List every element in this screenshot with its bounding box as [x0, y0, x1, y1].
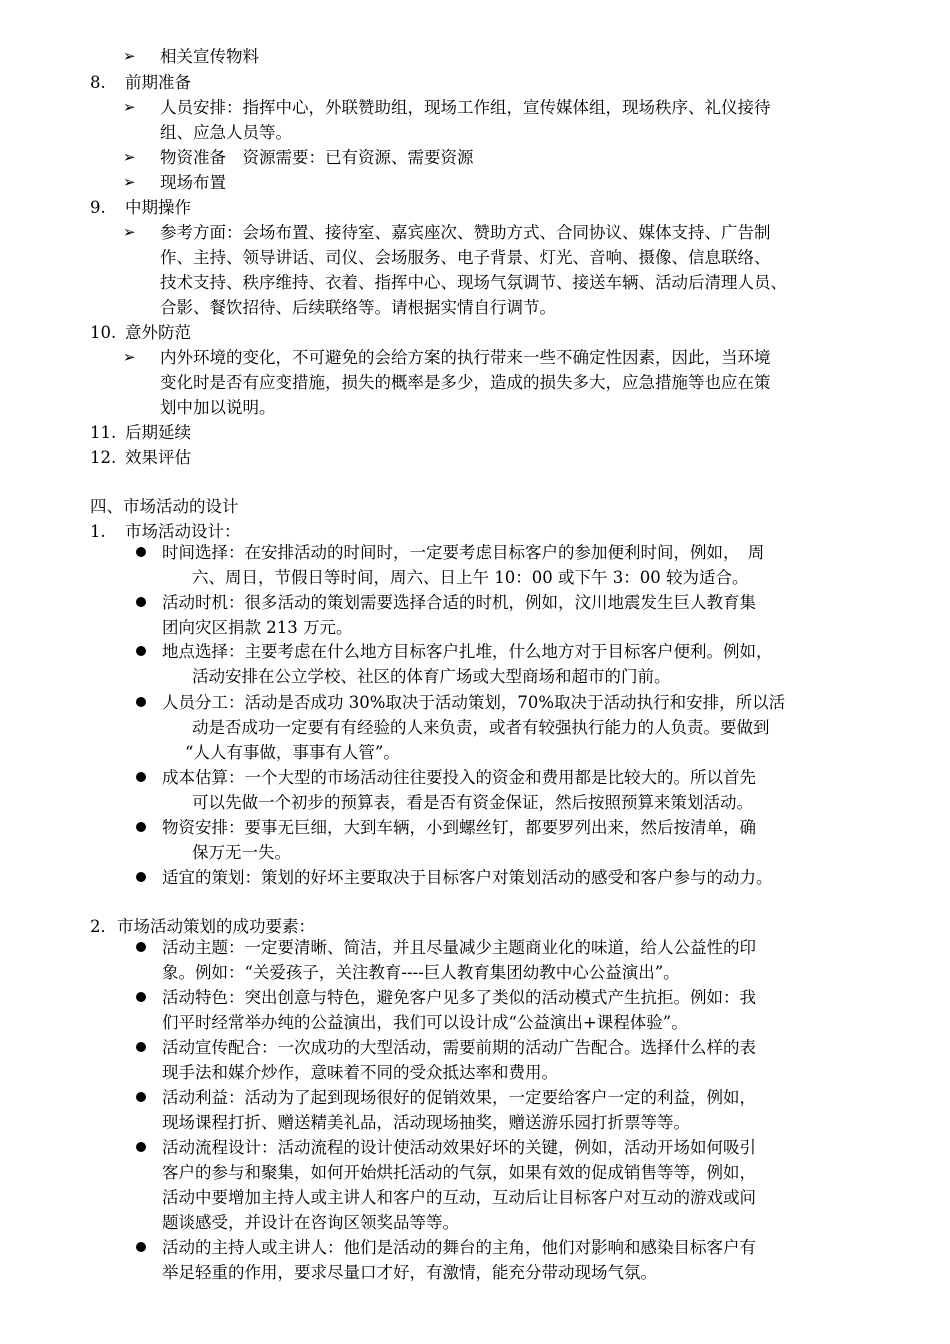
- list-number: 11.: [90, 423, 117, 442]
- list-item-continued: 象。例如：“关爱孩子，关注教育----巨人教育集团幼教中心公益演出”。: [162, 963, 680, 982]
- list-item-continued: 题谈感受，并设计在咨询区领奖品等等。: [162, 1213, 459, 1232]
- list-item: 物资安排：要事无巨细，大到车辆，小到螺丝钉，都要罗列出来，然后按清单，确: [162, 818, 756, 837]
- list-item-continued: 可以先做一个初步的预算表，看是否有资金保证，然后按照预算来策划活动。: [192, 793, 753, 812]
- dot-bullet-icon: [136, 772, 146, 782]
- list-item: 活动流程设计：活动流程的设计使活动效果好坏的关键，例如，活动开场如何吸引: [162, 1138, 756, 1157]
- arrow-bullet-icon: ➢: [123, 223, 136, 241]
- list-item: 相关宣传物料: [160, 47, 259, 66]
- list-item: 内外环境的变化，不可避免的会给方案的执行带来一些不确定性因素，因此，当环境: [160, 348, 771, 367]
- list-number: 9.: [90, 198, 106, 217]
- section-heading: 效果评估: [125, 448, 191, 467]
- list-number: 8.: [90, 73, 106, 92]
- arrow-bullet-icon: ➢: [123, 98, 136, 116]
- dot-bullet-icon: [136, 992, 146, 1002]
- list-item: 活动的主持人或主讲人：他们是活动的舞台的主角，他们对影响和感染目标客户有: [162, 1238, 756, 1257]
- list-item-continued: 们平时经常举办纯的公益演出，我们可以设计成“公益演出+课程体验”。: [162, 1013, 688, 1032]
- list-item: 活动主题：一定要清晰、简洁，并且尽量减少主题商业化的味道，给人公益性的印: [162, 938, 756, 957]
- dot-bullet-icon: [136, 1092, 146, 1102]
- dot-bullet-icon: [136, 1142, 146, 1152]
- list-item-continued: 现手法和媒介炒作，意味着不同的受众抵达率和费用。: [162, 1063, 558, 1082]
- arrow-bullet-icon: ➢: [123, 148, 136, 166]
- list-item: 人员分工：活动是否成功 30%取决于活动策划，70%取决于活动执行和安排，所以活: [162, 693, 786, 712]
- section-heading: 意外防范: [125, 323, 191, 342]
- section-heading: 中期操作: [125, 198, 191, 217]
- section-heading: 市场活动设计：: [125, 522, 241, 541]
- list-number: 1.: [90, 522, 106, 541]
- section-heading: 前期准备: [125, 73, 191, 92]
- section-heading: 后期延续: [125, 423, 191, 442]
- dot-bullet-icon: [136, 697, 146, 707]
- list-item-continued: 现场课程打折、赠送精美礼品，活动现场抽奖，赠送游乐园打折票等等。: [162, 1113, 690, 1132]
- list-item-continued: 保万无一失。: [192, 843, 291, 862]
- list-item-continued: 动是否成功一定要有有经验的人来负责，或者有较强执行能力的人负责。要做到: [192, 718, 770, 737]
- list-item: 时间选择：在安排活动的时间时，一定要考虑目标客户的参加便利时间，例如， 周: [162, 543, 765, 562]
- list-item-continued: 六、周日，节假日等时间，周六、日上午 10：00 或下午 3：00 较为适合。: [192, 568, 749, 587]
- list-item-continued: 变化时是否有应变措施，损失的概率是多少，造成的损失多大，应急措施等也应在策: [160, 373, 771, 392]
- dot-bullet-icon: [136, 597, 146, 607]
- dot-bullet-icon: [136, 822, 146, 832]
- list-number: 12.: [90, 448, 117, 467]
- list-item: 活动特色：突出创意与特色，避免客户见多了类似的活动模式产生抗拒。例如：我: [162, 988, 756, 1007]
- arrow-bullet-icon: ➢: [123, 47, 136, 65]
- list-item-continued: 活动安排在公立学校、社区的体育广场或大型商场和超市的门前。: [192, 667, 671, 686]
- list-item-continued: 作、主持、领导讲话、司仪、会场服务、电子背景、灯光、音响、摄像、信息联络、: [160, 248, 771, 267]
- dot-bullet-icon: [136, 872, 146, 882]
- list-item: 地点选择：主要考虑在什么地方目标客户扎堆，什么地方对于目标客户便利。例如，: [162, 642, 773, 661]
- list-item-continued: 组、应急人员等。: [160, 123, 292, 142]
- arrow-bullet-icon: ➢: [123, 348, 136, 366]
- list-item: 适宜的策划：策划的好坏主要取决于目标客户对策划活动的感受和客户参与的动力。: [162, 868, 773, 887]
- dot-bullet-icon: [136, 547, 146, 557]
- list-item-continued: “人人有事做，事事有人管”。: [185, 743, 400, 762]
- dot-bullet-icon: [136, 1042, 146, 1052]
- list-item: 现场布置: [160, 173, 226, 192]
- list-item: 人员安排：指挥中心，外联赞助组，现场工作组，宣传媒体组，现场秩序、礼仪接待: [160, 98, 771, 117]
- list-item: 活动利益：活动为了起到现场很好的促销效果，一定要给客户一定的利益，例如，: [162, 1088, 756, 1107]
- dot-bullet-icon: [136, 1242, 146, 1252]
- list-item-continued: 客户的参与和聚集，如何开始烘托活动的气氛，如果有效的促成销售等等，例如，: [162, 1163, 756, 1182]
- list-number: 10.: [90, 323, 117, 342]
- dot-bullet-icon: [136, 646, 146, 656]
- section-heading: 2．市场活动策划的成功要素：: [90, 917, 315, 936]
- list-item: 参考方面：会场布置、接待室、嘉宾座次、赞助方式、合同协议、媒体支持、广告制: [160, 223, 771, 242]
- list-item-continued: 技术支持、秩序维持、衣着、指挥中心、现场气氛调节、接送车辆、活动后清理人员、: [160, 273, 787, 292]
- list-item-continued: 举足轻重的作用，要求尽量口才好，有激情，能充分带动现场气氛。: [162, 1263, 657, 1282]
- chapter-heading: 四、市场活动的设计: [90, 497, 239, 516]
- list-item-continued: 划中加以说明。: [160, 398, 276, 417]
- list-item: 活动宣传配合：一次成功的大型活动，需要前期的活动广告配合。选择什么样的表: [162, 1038, 756, 1057]
- arrow-bullet-icon: ➢: [123, 173, 136, 191]
- list-item-continued: 合影、餐饮招待、后续联络等。请根据实情自行调节。: [160, 298, 556, 317]
- list-item-continued: 活动中要增加主持人或主讲人和客户的互动，互动后让目标客户对互动的游戏或问: [162, 1188, 756, 1207]
- list-item: 活动时机：很多活动的策划需要选择合适的时机，例如，汶川地震发生巨人教育集: [162, 593, 756, 612]
- list-item: 成本估算：一个大型的市场活动往往要投入的资金和费用都是比较大的。所以首先: [162, 768, 756, 787]
- dot-bullet-icon: [136, 942, 146, 952]
- list-item: 物资准备 资源需要：已有资源、需要资源: [160, 148, 474, 167]
- list-item-continued: 团向灾区捐款 213 万元。: [162, 618, 353, 637]
